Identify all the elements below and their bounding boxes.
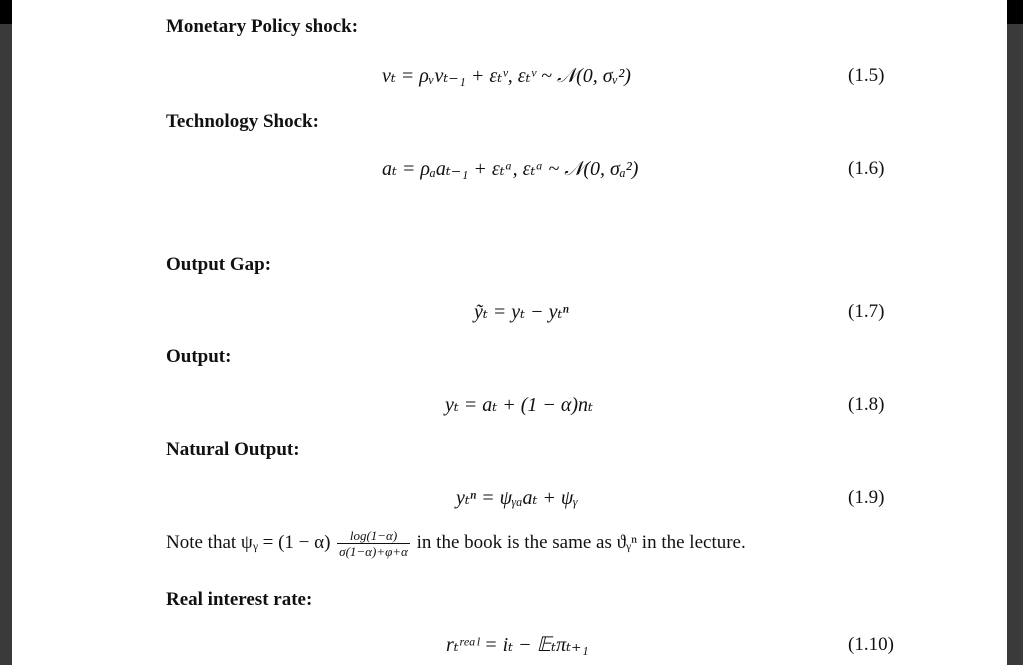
equation-1-9: yₜⁿ = ψᵧₐaₜ + ψᵧ (456, 487, 578, 509)
equation-1-5: νₜ = ρᵥνₜ₋₁ + εₜᵛ, εₜᵛ ~ 𝒩(0, σᵥ²) (382, 65, 631, 87)
heading-real-interest-rate: Real interest rate: (166, 589, 313, 610)
equation-1-8: yₜ = aₜ + (1 − α)nₜ (445, 394, 593, 416)
note-fraction-numerator: log(1−α) (337, 528, 410, 544)
right-gutter (1007, 24, 1023, 665)
left-gutter (0, 24, 12, 665)
heading-output-gap: Output Gap: (166, 254, 272, 275)
heading-monetary-policy-shock: Monetary Policy shock: (166, 16, 359, 37)
equation-1-10: rₜʳᵉᵃˡ = iₜ − 𝔼ₜπₜ₊₁ (446, 634, 589, 656)
equation-number-1-8: (1.8) (848, 394, 885, 415)
equation-1-7: ỹₜ = yₜ − yₜⁿ (474, 301, 569, 323)
equation-number-1-5: (1.5) (848, 65, 885, 86)
heading-technology-shock: Technology Shock: (166, 111, 319, 132)
equation-number-1-7: (1.7) (848, 301, 885, 322)
equation-number-1-10: (1.10) (848, 634, 894, 655)
note-fraction-denominator: σ(1−α)+φ+α (339, 544, 408, 559)
equation-number-1-6: (1.6) (848, 158, 885, 179)
heading-natural-output: Natural Output: (166, 439, 300, 460)
document-page (12, 0, 1007, 665)
equation-1-6: aₜ = ρₐaₜ₋₁ + εₜᵃ, εₜᵃ ~ 𝒩(0, σₐ²) (382, 158, 639, 180)
heading-output: Output: (166, 346, 232, 367)
note-paragraph (166, 528, 746, 559)
note-fraction (337, 528, 410, 559)
note-suffix: in the book is the same as ϑᵧⁿ in the lecture. (416, 531, 746, 553)
equation-number-1-9: (1.9) (848, 487, 885, 508)
note-prefix: Note that ψᵧ = (1 − α) (166, 531, 331, 553)
